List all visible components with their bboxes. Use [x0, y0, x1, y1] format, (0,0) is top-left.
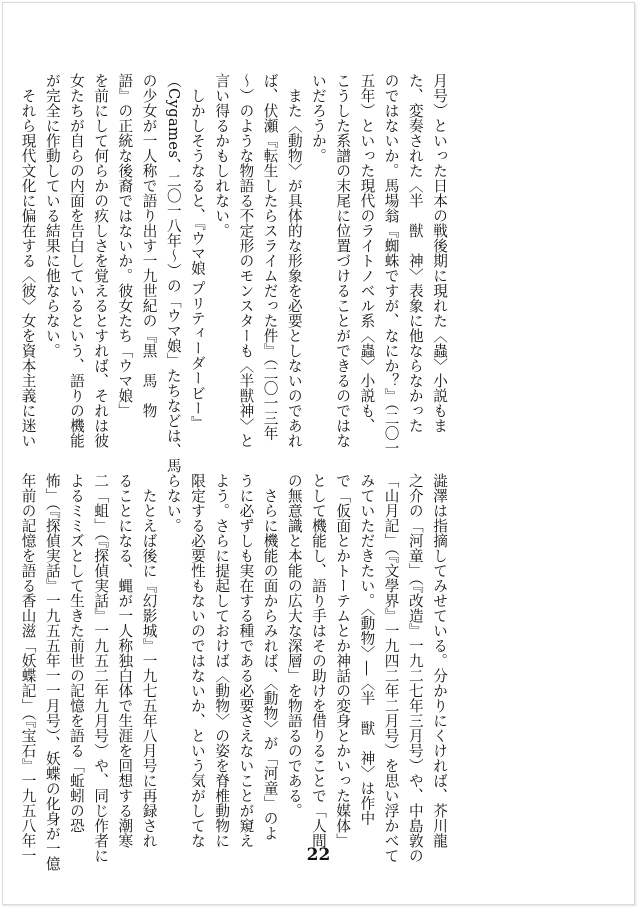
text-line: さらに機能の面からみれば、〈動物〉が「河童」のよ: [261, 473, 279, 841]
text-line: の少女が一人称で語り出す一九世紀の『黒 馬 物: [140, 73, 158, 418]
text-line: た、変奏された〈半 獣 神〉表象に他ならなかった: [406, 73, 424, 433]
text-line: 限定する必要性もないのではないか、という気がしてな: [188, 473, 206, 848]
text-line: しかしそうなると、『ウマ娘 プリティーダービー』: [188, 73, 206, 431]
text-line: のではないか。馬場翁『蜘蛛ですが、なにか？』（二〇一: [382, 73, 400, 456]
text-line: みていただきたい。〈動物〉―〈半 獣 神〉は作中: [358, 473, 376, 826]
text-line: よう。さらに提起しておけば〈動物〉の姿を脊椎動物に: [213, 473, 231, 848]
text-line: の無意識と本能の広大な深層」を物語るのである。: [285, 473, 303, 818]
text-line: 年前の記憶を語る香山滋「妖蝶記」（『宝石』一九五八年一: [19, 473, 37, 864]
text-line: （Cygames、二〇一八年〜）の「ウマ娘」たちなどは、馬: [164, 73, 182, 474]
text-line: 語』の正統な後裔ではないか。彼女たち「ウマ娘」: [116, 73, 134, 418]
text-line: ば、伏瀬『転生したらスライムだった件』（二〇一三年: [261, 73, 279, 441]
text-line: それら現代文化に偏在する〈彼〉女を資本主義に迷い: [19, 73, 37, 448]
text-line: 二「蛆」（『探偵実話』一九五二年九月号）や、同じ作者に: [92, 473, 110, 864]
page-number: 22: [306, 845, 331, 865]
text-line: が完全に作動している結果に他ならない。: [43, 73, 61, 358]
book-page: [2, 2, 635, 905]
text-line: を前にして何らかの疚しさを覚えるとすれば、それは彼: [92, 73, 110, 448]
text-line: 之介の「河童」（『改造』一九二七年三月号）や、中島敦の: [406, 473, 424, 864]
text-line: ることになる、蝿が一人称独白体で生涯を回想する潮寒: [116, 473, 134, 848]
text-line: 月号）といった日本の戦後期に現れた〈蟲〉小説もま: [431, 73, 448, 433]
text-line: いだろうか。: [309, 73, 327, 163]
upper-text-block: [19, 73, 451, 474]
text-line: 女たちが自らの内面を告白しているという、語りの機能: [67, 73, 85, 448]
text-line: として機能し、語り手はその助けを借りることで「人間: [309, 473, 327, 848]
text-line: また〈動物〉が具体的な形象を必要としないのであれ: [285, 73, 303, 448]
text-line: こうした系譜の末尾に位置づけることができるのではな: [334, 73, 352, 448]
text-line: 澁澤は指摘してみせている。分かりにくければ、芥川龍: [431, 473, 448, 848]
text-line: 「山月記」（『文學界』一九四二年二月号）を思い浮かべて: [382, 473, 400, 864]
text-line: うに必ずしも実在する種である必要さえないことが窺え: [237, 473, 255, 848]
text-line: らない。: [164, 473, 182, 533]
text-line: よるミミズとして生きた前世の記憶を語る「蚯蚓の恐: [67, 473, 85, 833]
text-line: 怖」（『探偵実話』一九五五年一一月号）、妖蝶の化身が一億: [43, 473, 61, 872]
text-line: で「仮面とかトーテムとか神話の変身とかいった媒体」: [334, 473, 352, 848]
text-line: 五年）といった現代のライトノベル系〈蟲〉小説も、: [358, 73, 376, 433]
text-line: 〜）のような物語る不定形のモンスターも〈半獣神〉と: [237, 73, 255, 448]
text-line: たとえば後に『幻影城』一九七五年八月号に再録され: [140, 473, 158, 848]
text-line: 言い得るかもしれない。: [213, 73, 231, 238]
